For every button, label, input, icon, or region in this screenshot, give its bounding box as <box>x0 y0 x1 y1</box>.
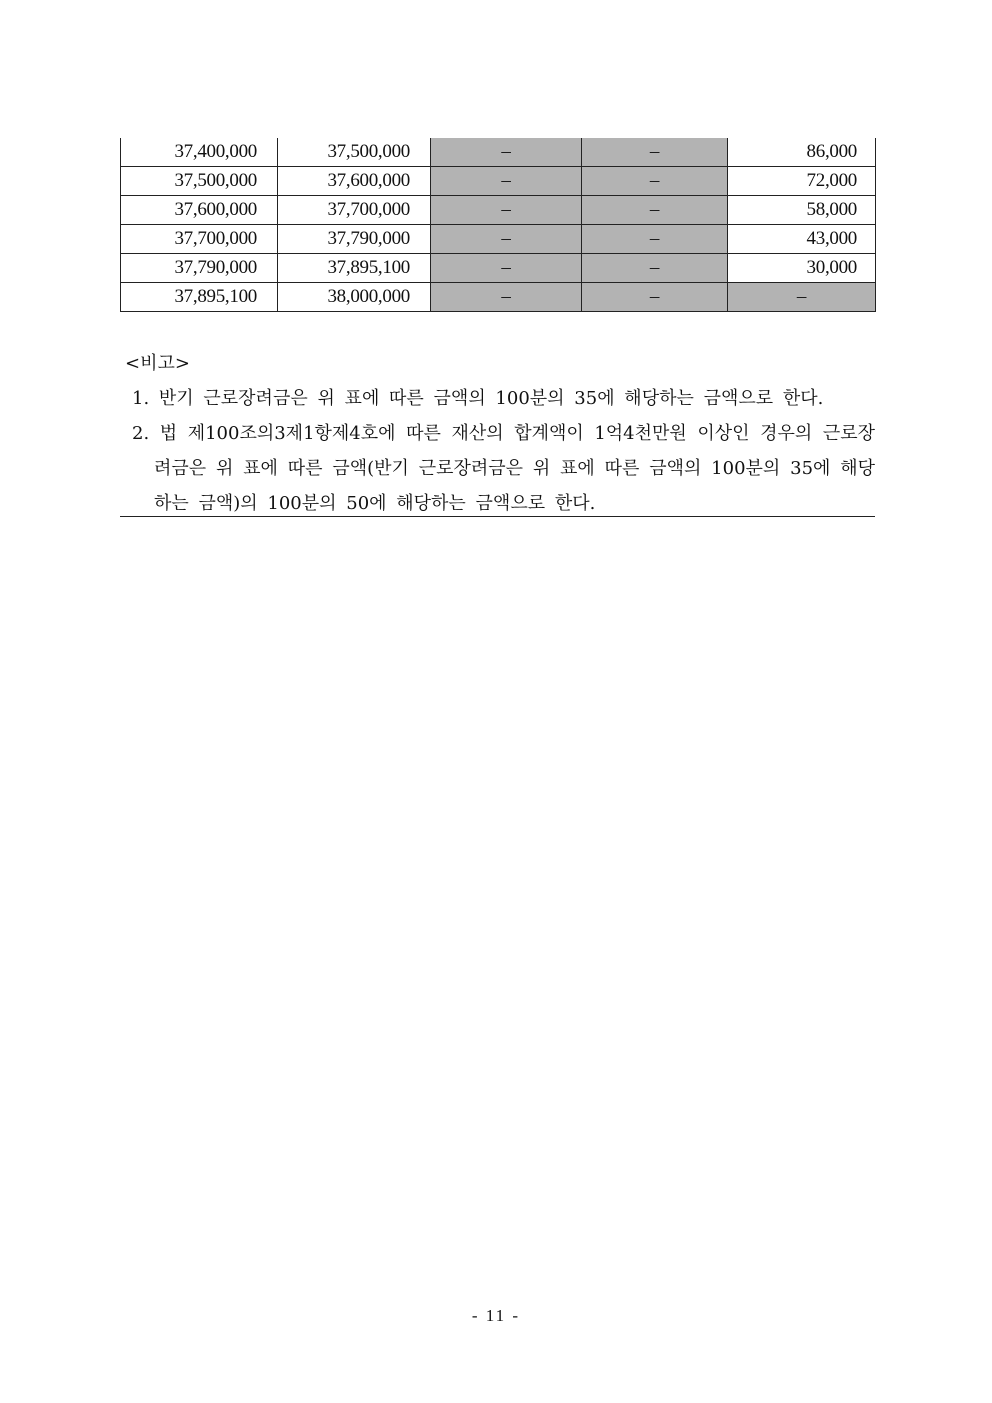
table-row <box>121 196 876 225</box>
cell-shaded: – <box>582 167 728 196</box>
section-divider <box>120 516 875 517</box>
cell-shaded: – <box>582 196 728 225</box>
cell-income-from: 37,895,100 <box>121 283 278 312</box>
table-row <box>121 225 876 254</box>
cell-income-from: 37,700,000 <box>121 225 278 254</box>
cell-amount: 43,000 <box>728 225 876 254</box>
notes-section <box>120 346 875 521</box>
cell-shaded: – <box>431 254 582 283</box>
notes-title: <비고> <box>125 353 190 374</box>
table-row <box>121 138 876 167</box>
cell-shaded: – <box>431 167 582 196</box>
cell-income-to: 37,600,000 <box>278 167 431 196</box>
cell-amount: 30,000 <box>728 254 876 283</box>
cell-income-to: 37,895,100 <box>278 254 431 283</box>
page-number: - 11 - <box>471 1306 521 1325</box>
cell-income-to: 37,700,000 <box>278 196 431 225</box>
note-item-2: 2. 법 제100조의3제1항제4호에 따른 재산의 합계액이 1억4천만원 이상인 경우의 근로장려금은 위 표에 따른 금액(반기 근로장려금은 위 표에 따른 금액의 100분의 35에 해당하는 금액)의 100분의 50에 해당하는 금액으로 한다. <box>132 423 875 514</box>
cell-income-from: 37,400,000 <box>121 138 278 167</box>
cell-income-to: 37,500,000 <box>278 138 431 167</box>
note-item-1: 1. 반기 근로장려금은 위 표에 따른 금액의 100분의 35에 해당하는 금액으로 한다. <box>132 388 824 409</box>
table-row <box>121 254 876 283</box>
table-row <box>121 283 876 312</box>
cell-shaded: – <box>431 283 582 312</box>
amount-table-body <box>121 138 876 312</box>
cell-income-from: 37,790,000 <box>121 254 278 283</box>
cell-shaded: – <box>431 196 582 225</box>
amount-table <box>120 138 876 312</box>
cell-shaded: – <box>582 138 728 167</box>
cell-amount: 58,000 <box>728 196 876 225</box>
cell-shaded: – <box>582 254 728 283</box>
cell-shaded-amount: – <box>728 283 876 312</box>
table-row <box>121 167 876 196</box>
cell-shaded: – <box>582 225 728 254</box>
cell-shaded: – <box>431 225 582 254</box>
cell-income-from: 37,600,000 <box>121 196 278 225</box>
cell-shaded: – <box>431 138 582 167</box>
cell-income-from: 37,500,000 <box>121 167 278 196</box>
cell-amount: 72,000 <box>728 167 876 196</box>
cell-income-to: 37,790,000 <box>278 225 431 254</box>
cell-amount: 86,000 <box>728 138 876 167</box>
cell-shaded: – <box>582 283 728 312</box>
cell-income-to: 38,000,000 <box>278 283 431 312</box>
